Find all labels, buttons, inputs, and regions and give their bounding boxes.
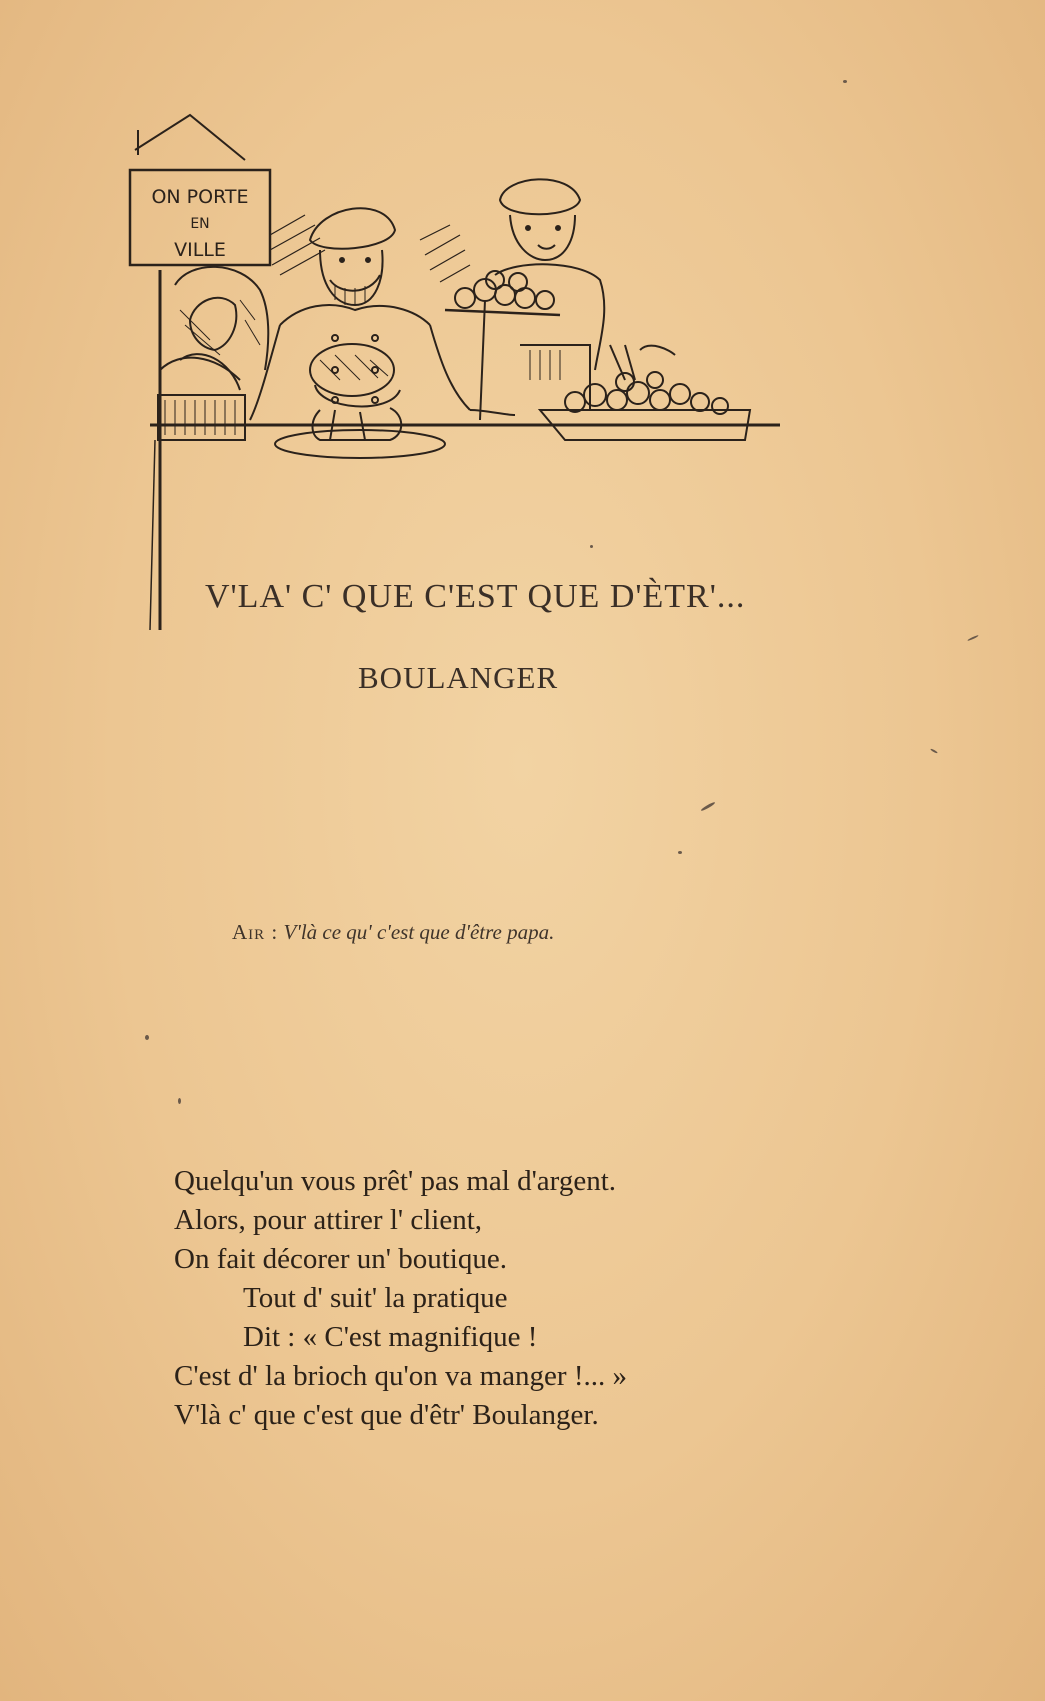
baker-figure <box>250 208 515 458</box>
background-hatching <box>270 215 470 282</box>
pastry-tray <box>455 271 554 309</box>
paper-speck <box>678 851 682 854</box>
sign-line-3: VILLE <box>174 239 226 261</box>
verse-line: V'là c' que c'est que d'êtr' Boulanger. <box>174 1399 599 1431</box>
sign-line-1: ON PORTE <box>151 186 249 208</box>
sign-line-2: EN <box>190 216 210 232</box>
paper-speck <box>843 80 847 83</box>
assistant-figure <box>445 179 604 420</box>
air-line <box>232 920 554 945</box>
bread-plate <box>275 430 445 458</box>
paper-speck <box>590 545 593 548</box>
paper-speck <box>145 1035 149 1040</box>
page-title: V'LA' C' QUE C'EST QUE D'ÈTR'... <box>205 578 746 615</box>
paper-speck <box>930 748 938 754</box>
paper-speck <box>178 1098 181 1104</box>
verse-line: Quelqu'un vous prêt' pas mal d'argent. <box>174 1165 616 1197</box>
verse-line: Dit : « C'est magnifique ! <box>243 1321 538 1353</box>
bakery-illustration <box>120 110 850 630</box>
verse-line: C'est d' la brioch qu'on va manger !... » <box>174 1360 627 1392</box>
air-label: Air : <box>232 920 279 944</box>
page-subtitle: BOULANGER <box>358 660 559 695</box>
verse-line: On fait décorer un' boutique. <box>174 1243 507 1275</box>
air-tune: V'là ce qu' c'est que d'être papa. <box>283 920 555 944</box>
verse <box>174 1162 627 1435</box>
paper-speck <box>967 635 979 642</box>
paper-speck <box>700 801 715 812</box>
verse-line: Alors, pour attirer l' client, <box>174 1204 483 1236</box>
verse-line: Tout d' suit' la pratique <box>243 1282 508 1314</box>
